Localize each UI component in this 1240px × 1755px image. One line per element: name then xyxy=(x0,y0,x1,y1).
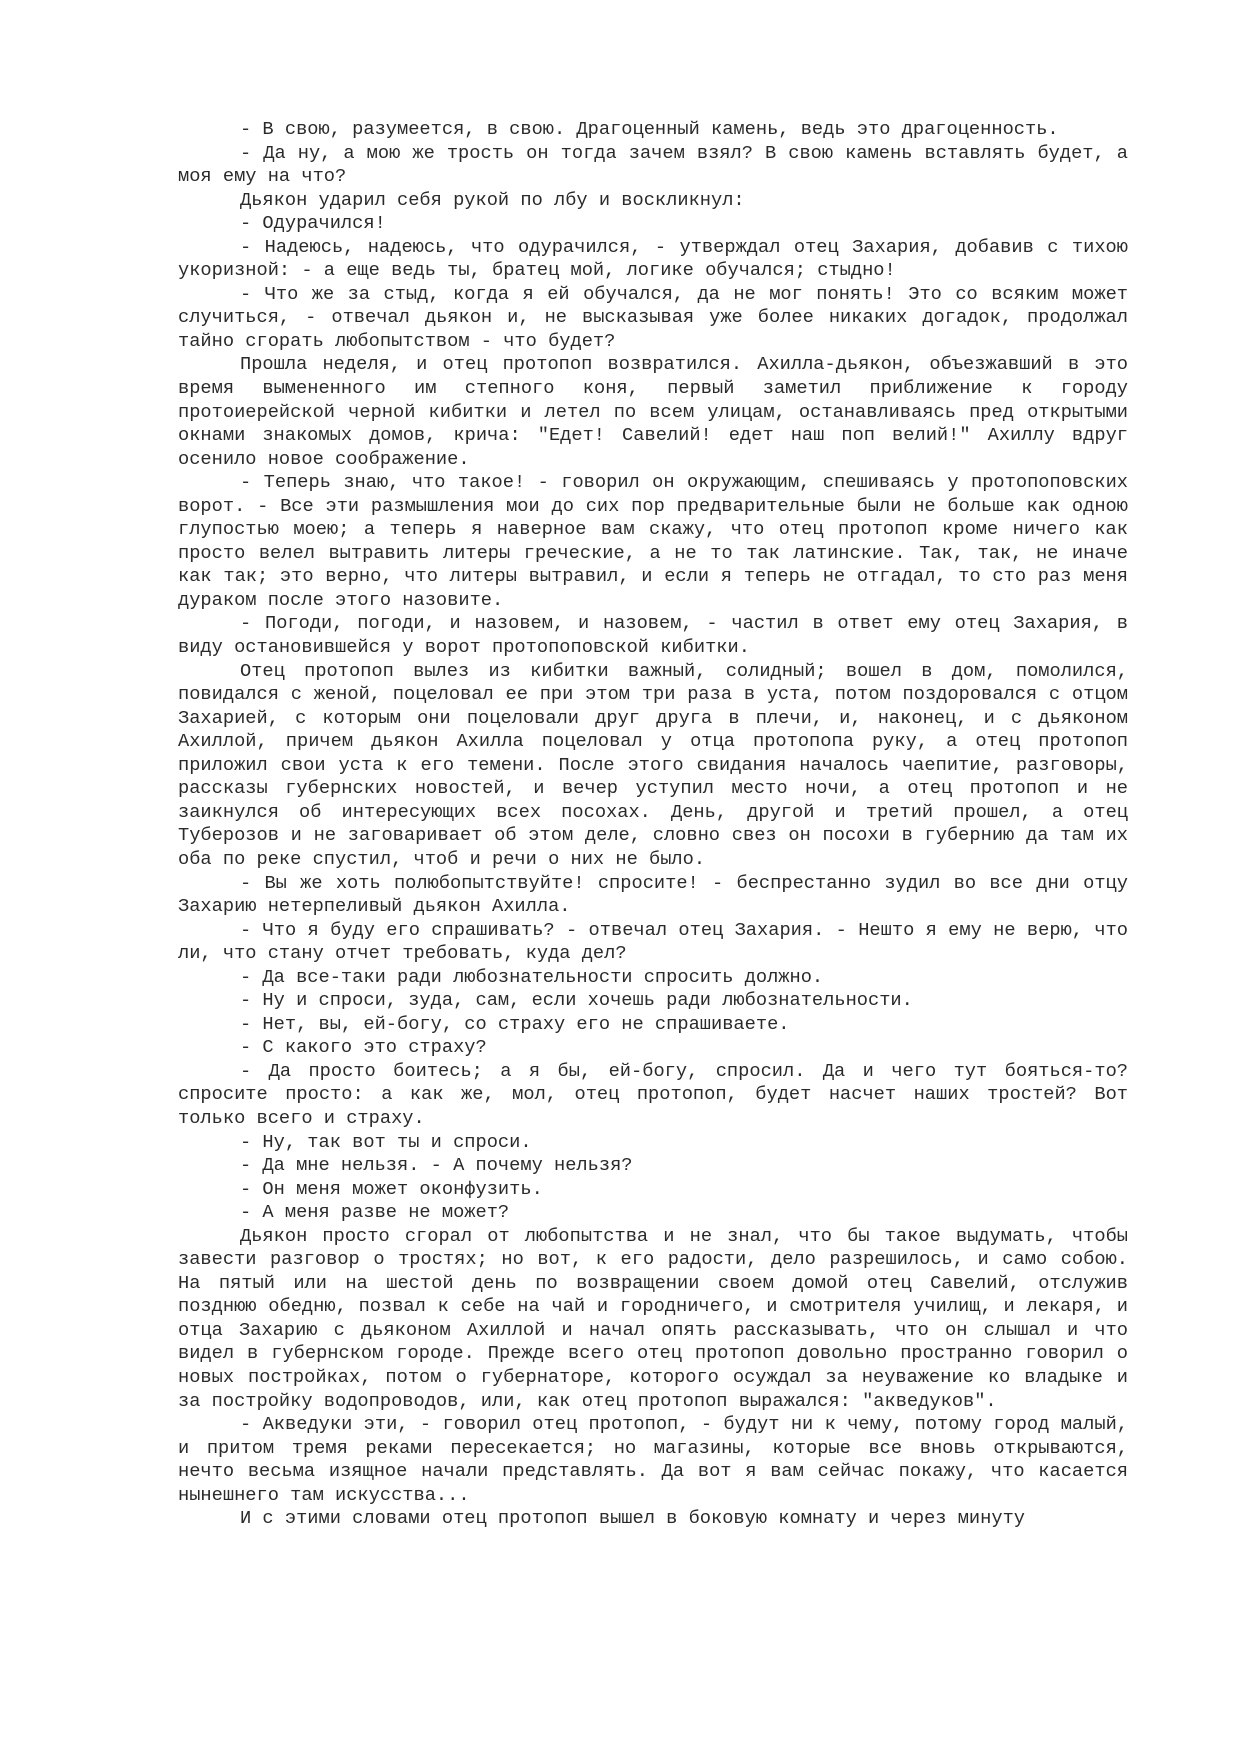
paragraph: - Нет, вы, ей-богу, со страху его не спрашиваете. xyxy=(240,1012,790,1035)
paragraph: - Да просто боитесь; а я бы, ей-богу, спросил. Да и чего тут бояться-то? спросите просто: а как же, мол, отец протопоп, будет насчет наших тростей? Вот только всего и страху. xyxy=(178,1059,1128,1129)
document-page xyxy=(178,118,1128,1531)
paragraph: - Надеюсь, надеюсь, что одурачился, - утверждал отец Захария, добавив с тихою укоризной: - а еще ведь ты, братец мой, логике обучался; стыдно! xyxy=(178,235,1128,282)
paragraph: Отец протопоп вылез из кибитки важный, солидный; вошел в дом, помолился, повидался с женой, поцеловал ее при этом три раза в уста, потом поздоровался с отцом Захарией, с которым они поцеловали друг друга в плечи, и, наконец, и с дьяконом Ахиллой, причем дьякон Ахилла поцеловал у отца протопопа руку, а отец протопоп приложил свои уста к его темени. После этого свидания началось чаепитие, разговоры, рассказы губернских новостей, и вечер уступил место ночи, а отец протопоп и не заикнулся об интересующих всех посохах. День, другой и третий прошел, а отец Туберозов и не заговаривает об этом деле, словно свез он посохи в губернию да там их оба по реке спустил, чтоб и речи о них не было. xyxy=(178,659,1128,870)
paragraph: - С какого это страху? xyxy=(240,1036,487,1059)
paragraph: - В свою, разумеется, в свою. Драгоценный камень, ведь это драгоценность. xyxy=(240,118,1059,140)
paragraph: Дьякон просто сгорал от любопытства и не знал, что бы такое выдумать, чтобы завести разговор о тростях; но вот, к его радости, дело разрешилось, и само собою. На пятый или на шестой день по возвращении своем домой отец Савелий, отслужив позднюю обедню, позвал к себе на чай и городничего, и смотрителя училищ, и лекаря, и отца Захарию с дьяконом Ахиллой и начал опять рассказывать, что он слышал и что видел в губернском городе. Прежде всего отец протопоп довольно пространно говорил о новых постройках, потом о губернаторе, которого осуждал за неуважение ко владыке и за постройку водопроводов, или, как отец протопоп выражался: "акведуков". xyxy=(178,1224,1128,1412)
paragraph: - Вы же хоть полюбопытствуйте! спросите! - беспрестанно зудил во все дни отцу Захарию нетерпеливый дьякон Ахилла. xyxy=(178,871,1128,918)
paragraph: Дьякон ударил себя рукой по лбу и воскликнул: xyxy=(240,188,745,211)
paragraph: - Ну, так вот ты и спроси. xyxy=(240,1130,532,1153)
paragraph: - Да ну, а мою же трость он тогда зачем взял? В свою камень вставлять будет, а моя ему на что? xyxy=(178,141,1128,188)
paragraph: - Что я буду его спрашивать? - отвечал отец Захария. - Нешто я ему не верю, что ли, что стану отчет требовать, куда дел? xyxy=(178,918,1128,965)
paragraph: Прошла неделя, и отец протопоп возвратился. Ахилла-дьякон, объезжавший в это время вымененного им степного коня, первый заметил приближение к городу протоиерейской черной кибитки и летел по всем улицам, останавливаясь пред открытыми окнами знакомых домов, крича: "Едет! Савелий! едет наш поп велий!" Ахиллу вдруг осенило новое соображение. xyxy=(178,353,1128,470)
paragraph: - Да мне нельзя. - А почему нельзя? xyxy=(240,1154,633,1177)
paragraph: - Погоди, погоди, и назовем, и назовем, - частил в ответ ему отец Захария, в виду остановившейся у ворот протопоповской кибитки. xyxy=(178,612,1128,659)
paragraph: - Да все-таки ради любознательности спросить должно. xyxy=(240,965,824,988)
paragraph: - А меня разве не может? xyxy=(240,1201,510,1224)
paragraph: И с этими словами отец протопоп вышел в боковую комнату и через минуту xyxy=(240,1507,1026,1530)
paragraph: - Ну и спроси, зуда, сам, если хочешь ради любознательности. xyxy=(240,989,913,1012)
paragraph: - Теперь знаю, что такое! - говорил он окружающим, спешиваясь у протопоповских ворот. - Все эти размышления мои до сих пор предварительные были не больше как одною глупостью моею; а теперь я наверное вам скажу, что отец протопоп кроме ничего как просто велел вытравить литеры греческие, а не то так латинские. Так, так, не иначе как так; это верно, что литеры вытравил, и если я теперь не отгадал, то сто раз меня дураком после этого назовите. xyxy=(178,471,1128,611)
paragraph: - Одурачился! xyxy=(240,212,386,235)
paragraph: - Он меня может оконфузить. xyxy=(240,1177,543,1200)
paragraph: - Акведуки эти, - говорил отец протопоп, - будут ни к чему, потому город малый, и притом тремя реками пересекается; но магазины, которые все вновь открываются, нечто весьма изящное начали представлять. Да вот я вам сейчас покажу, что касается нынешнего там искусства... xyxy=(178,1413,1128,1506)
paragraph: - Что же за стыд, когда я ей обучался, да не мог понять! Это со всяким может случиться, - отвечал дьякон и, не высказывая уже более никаких догадок, продолжал тайно сгорать любопытством - что будет? xyxy=(178,282,1128,352)
